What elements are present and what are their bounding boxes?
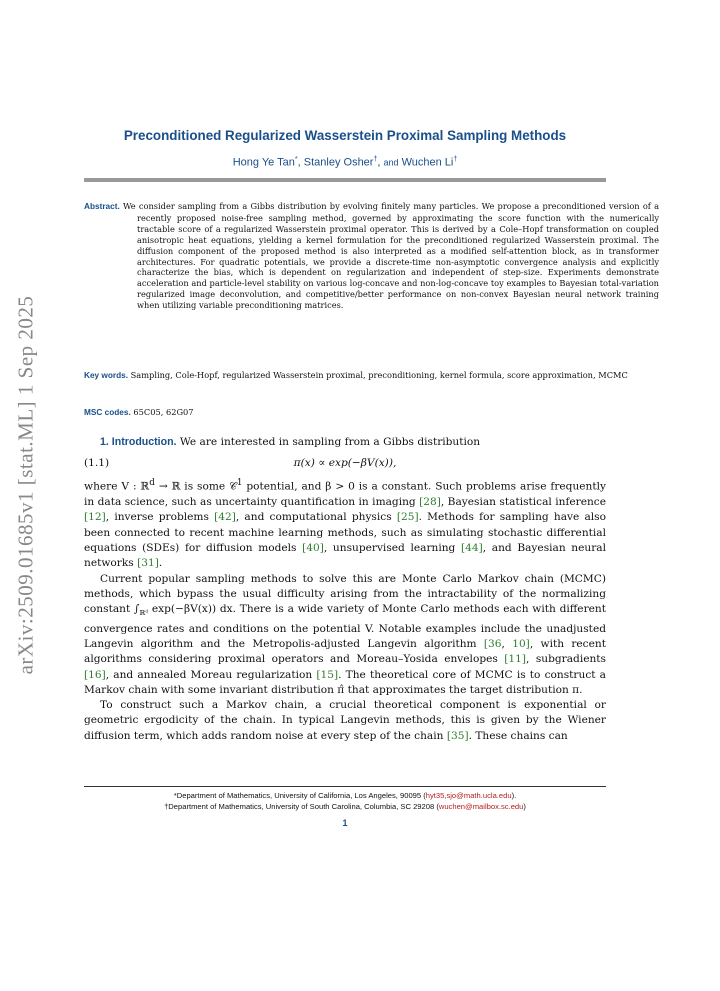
arxiv-stamp: arXiv:2509.01685v1 [stat.ML] 1 Sep 2025 <box>13 295 38 675</box>
title-rule <box>84 178 606 182</box>
abstract-label: Abstract. <box>84 202 120 211</box>
msc-text: 65C05, 62G07 <box>133 407 194 417</box>
msc-codes <box>84 407 606 417</box>
abstract-text: We consider sampling from a Gibbs distribution by evolving finitely many particles. We propose a preconditioned version of a recently proposed noise-free sampling method, governed by approximating the score function with the numerically tractable score of a regularized Wasserstein proximal operator. This is derived by a Cole–Hopf transformation on coupled anisotropic heat equations, yielding a kernel formulation for the preconditioned regularized Wasserstein proximal. The diffusion component of the proposed method is also interpreted as a modified self-attention block, as in transformer architectures. For quadratic potentials, we provide a discrete-time non-asymptotic convergence analysis and explicitly characterize the bias, which is dependent on regularization and independent of step-size. Experiments demonstrate acceleration and particle-level stability on various log-concave and non-log-concave toy examples to Bayesian total-variation regularized image deconvolution, and competitive/better performance on non-convex Bayesian neural network training when utilizing variable preconditioning matrices. <box>122 201 659 311</box>
page-number: 1 <box>342 818 348 828</box>
citation-link[interactable]: [25] <box>396 511 419 524</box>
citation-link[interactable]: [40] <box>302 542 324 555</box>
citation-link[interactable]: [42] <box>214 511 236 524</box>
footnote-1: *Department of Mathematics, University of California, Los Angeles, 90095 (hyt35,sjo@math.ucla.edu). <box>173 791 517 800</box>
equation-1-1 <box>84 450 606 476</box>
paragraph-2: Current popular sampling methods to solve this are Monte Carlo Markov chain (MCMC) methods, which bypass the usual difficulty arising from the intractability of the normalizing constant $\int_{ℝᵈ}$ exp(−βV(x)) dx. There is a wide variety of Monte Carlo methods each with different convergence rates and conditions on the potential V. Notable examples include the unadjusted Langevin algorithm and the Metropolis-adjusted Langevin algorithm [36, 10], with recent algorithms considering proximal operators and Moreau–Yosida envelopes [11], subgradients [16], and annealed Moreau regularization [15]. The theoretical core of MCMC is to construct a Markov chain with some invariant distribution π̂ that approximates the target distribution π. <box>84 572 606 696</box>
msc-label: MSC codes. <box>84 408 131 417</box>
citation-link[interactable]: [16] <box>84 668 106 681</box>
citation-link[interactable]: 10] <box>512 637 530 650</box>
citation-link[interactable]: [28] <box>419 496 441 509</box>
citation-link[interactable]: [12] <box>84 511 106 524</box>
intro-lead: 1. Introduction. We are interested in sampling from a Gibbs distribution <box>100 436 481 448</box>
equation-body: π(x) ∝ exp(−βV(x)), <box>293 456 397 469</box>
email-link[interactable]: wuchen@mailbox.sc.edu <box>438 802 524 811</box>
abstract <box>84 201 659 311</box>
citation-link[interactable]: [44] <box>460 542 483 555</box>
citation-link[interactable]: [31] <box>137 557 159 570</box>
paragraph-3: To construct such a Markov chain, a crucial theoretical component is exponential or geometric ergodicity of the chain. In typical Langevin methods, this is given by the Wiener diffusion term, which adds random noise at every step of the chain [35]. These chains can <box>84 699 606 742</box>
author-line: Hong Ye Tan*, Stanley Osher†, and Wuchen Li† <box>232 156 458 169</box>
section-heading: 1. Introduction. <box>100 436 177 448</box>
citation-link[interactable]: [15] <box>316 668 339 681</box>
equation-number: (1.1) <box>84 456 110 469</box>
footnotes <box>84 790 606 812</box>
paragraph-1: where V : ℝ$^d$ → ℝ is some 𝒞$^1$ potential, and β > 0 is a constant. Such problems arise frequently in data science, such as uncertainty quantification in imaging [28], Bayesian statistical inference [12], inverse problems [42], and computational physics [25]. Methods for sampling have also been connected to recent machine learning methods, such as simulating stochastic differential equations (SDEs) for diffusion models [40], unsupervised learning [44], and Bayesian neural networks [31]. <box>84 478 606 570</box>
introduction <box>84 435 606 744</box>
email-link[interactable]: hyt35,sjo@math.ucla.edu <box>425 791 512 800</box>
keywords-text: Sampling, Cole-Hopf, regularized Wasserstein proximal, preconditioning, kernel formula, score approximation, MCMC <box>130 370 628 380</box>
citation-link[interactable]: [36 <box>483 637 502 650</box>
keywords <box>84 370 659 382</box>
citation-link[interactable]: [35] <box>446 729 469 742</box>
footnote-2: †Department of Mathematics, University of South Carolina, Columbia, SC 29208 (wuchen@mailbox.sc.edu) <box>164 802 526 811</box>
citation-link[interactable]: [11] <box>504 653 527 666</box>
footnote-rule <box>84 786 606 787</box>
paper-title: Preconditioned Regularized Wasserstein Proximal Sampling Methods <box>123 128 567 143</box>
keywords-label: Key words. <box>84 371 129 380</box>
